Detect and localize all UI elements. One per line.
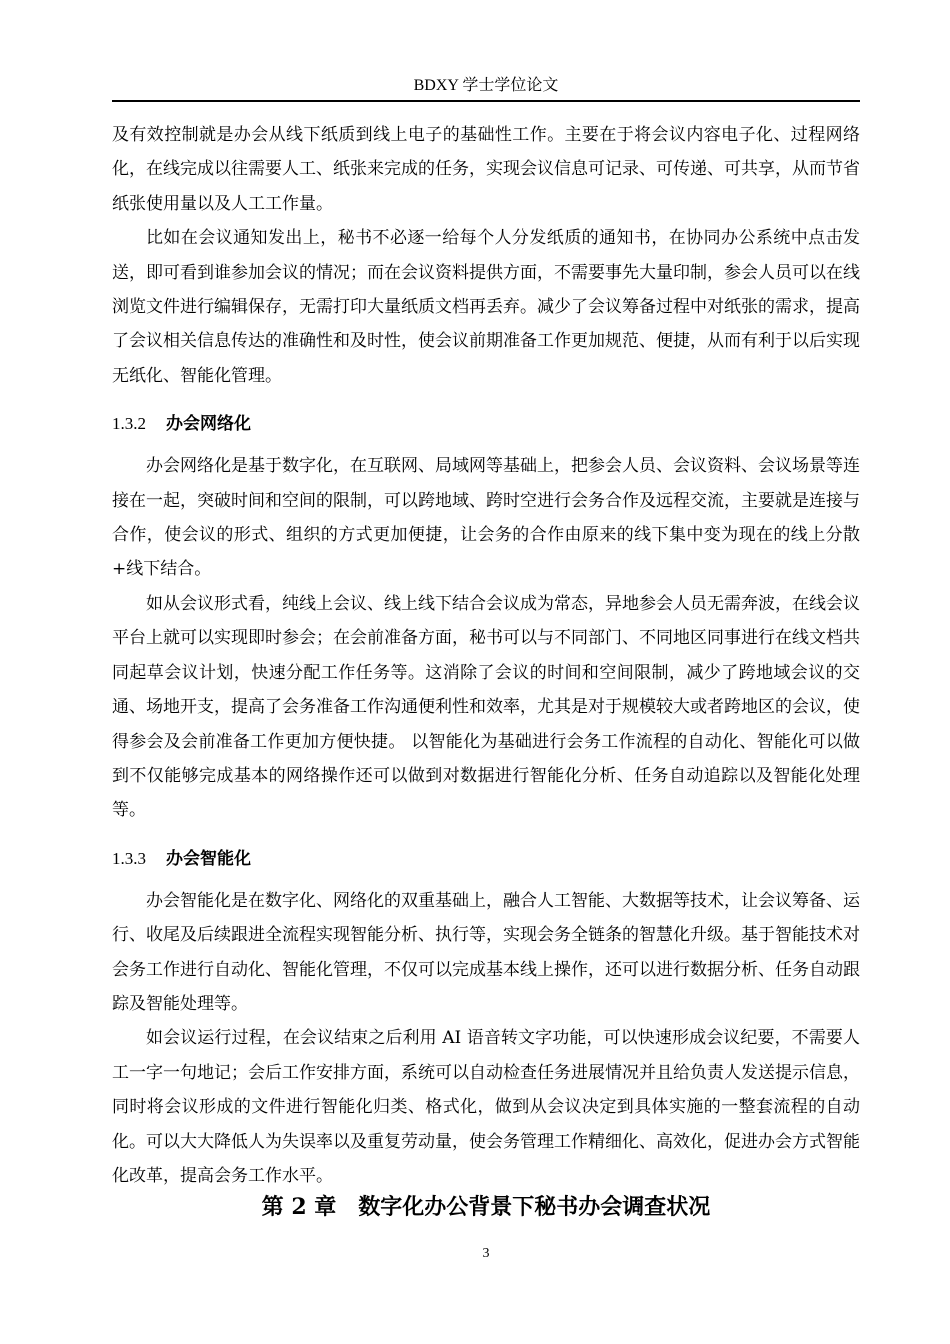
page-body: [112, 118, 860, 1193]
paragraph-intelligence-definition: 办会智能化是在数字化、网络化的双重基础上，融合人工智能、大数据等技术，让会议筹备、运行、收尾及后续跟进全流程实现智能分析、执行等，实现会务全链条的智慧化升级。基于智能技术对会务工作进行自动化、智能化管理，不仅可以完成基本线上操作，还可以进行数据分析、任务自动跟踪及智能处理等。: [112, 890, 860, 1014]
paragraph-networking-definition: 办会网络化是基于数字化，在互联网、局域网等基础上，把参会人员、会议资料、会议场景等连接在一起，突破时间和空间的限制，可以跨地域、跨时空进行会务合作及远程交流，主要就是连接与合作，使会议的形式、组织的方式更加便捷，让会务的合作由原来的线下集中变为现在的线上分散+线下结合。: [112, 456, 860, 580]
chapter-title: 第 2 章 数字化办公背景下秘书办会调查状况: [261, 1194, 711, 1220]
section-title: 办会智能化: [166, 848, 251, 869]
paragraph-continued: 及有效控制就是办会从线下纸质到线上电子的基础性工作。主要在于将会议内容电子化、过程网络化，在线完成以往需要人工、纸张来完成的任务，实现会议信息可记录、可传递、可共享，从而节省纸张使用量以及人工工作量。: [112, 125, 860, 214]
section-title: 办会网络化: [166, 414, 251, 435]
section-heading-1-3-3: [112, 842, 860, 876]
header-rule: [112, 100, 860, 102]
section-number: 1.3.3: [112, 848, 146, 868]
section-number: 1.3.2: [112, 414, 146, 434]
page-number: 3: [482, 1246, 490, 1261]
running-header: BDXY 学士学位论文: [413, 77, 559, 94]
section-heading-1-3-2: [112, 407, 860, 441]
paragraph-networking-example: 如从会议形式看，纯线上会议、线上线下结合会议成为常态，异地参会人员无需奔波，在线会议平台上就可以实现即时参会；在会前准备方面，秘书可以与不同部门、不同地区同事进行在线文档共同起草会议计划，快速分配工作任务等。这消除了会议的时间和空间限制，减少了跨地域会议的交通、场地开支，提高了会务准备工作沟通便利性和效率，尤其是对于规模较大或者跨地区的会议，使得参会及会前准备工作更加方便快捷。 以智能化为基础进行会务工作流程的自动化、智能化可以做到不仅能够完成基本的网络操作还可以做到对数据进行智能化分析、任务自动追踪以及智能化处理等。: [112, 593, 860, 821]
paragraph-intelligence-example: 如会议运行过程，在会议结束之后利用 AI 语音转文字功能，可以快速形成会议纪要，不需要人工一字一句地记；会后工作安排方面，系统可以自动检查任务进展情况并且给负责人发送提示信息，同时将会议形成的文件进行智能化归类、格式化，做到从会议决定到具体实施的一整套流程的自动化。可以大大降低人为失误率以及重复劳动量，使会务管理工作精细化、高效化，促进办会方式智能化改革，提高会务工作水平。: [112, 1028, 860, 1186]
paragraph-paperless-notice: 比如在会议通知发出上，秘书不必逐一给每个人分发纸质的通知书，在协同办公系统中点击发送，即可看到谁参加会议的情况；而在会议资料提供方面，不需要事先大量印制，参会人员可以在线浏览文件进行编辑保存，无需打印大量纸质文档再丢弃。减少了会议筹备过程中对纸张的需求，提高了会议相关信息传达的准确性和及时性，使会议前期准备工作更加规范、便捷，从而有利于以后实现无纸化、智能化管理。: [112, 228, 860, 386]
